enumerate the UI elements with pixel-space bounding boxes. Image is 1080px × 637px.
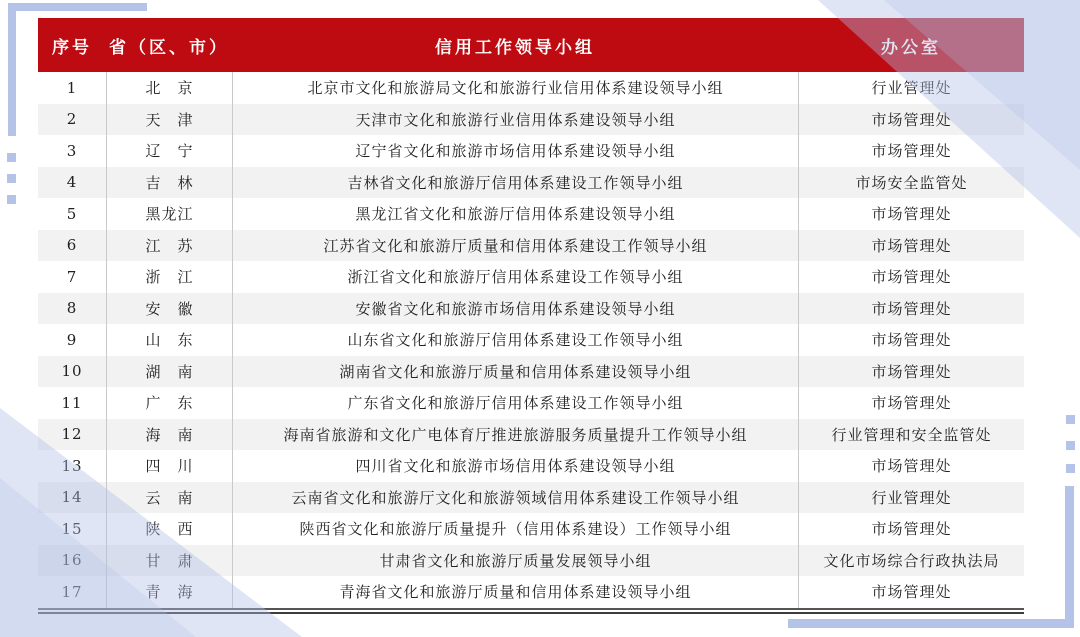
cell-province: 青 海 bbox=[106, 576, 232, 608]
cell-no: 13 bbox=[61, 456, 83, 475]
table-row bbox=[38, 72, 1024, 104]
cell-no: 10 bbox=[61, 362, 83, 381]
cell-province: 吉 林 bbox=[106, 167, 232, 199]
table-row bbox=[38, 104, 1024, 136]
cell-province: 黑龙江 bbox=[106, 198, 232, 230]
table-bottom-border bbox=[38, 608, 1024, 614]
table-row bbox=[38, 419, 1024, 451]
table-row bbox=[38, 513, 1024, 545]
cell-no: 6 bbox=[66, 236, 78, 255]
cell-group: 辽宁省文化和旅游市场信用体系建设领导小组 bbox=[232, 135, 798, 167]
table-row bbox=[38, 450, 1024, 482]
table-row bbox=[38, 261, 1024, 293]
cell-province: 浙 江 bbox=[106, 261, 232, 293]
cell-no: 12 bbox=[61, 425, 83, 444]
table-row bbox=[38, 198, 1024, 230]
table-row bbox=[38, 356, 1024, 388]
cell-province: 湖 南 bbox=[106, 356, 232, 388]
cell-office: 文化市场综合行政执法局 bbox=[798, 545, 1024, 577]
table-row bbox=[38, 293, 1024, 325]
cell-province: 四 川 bbox=[106, 450, 232, 482]
cell-group: 吉林省文化和旅游厅信用体系建设工作领导小组 bbox=[232, 167, 798, 199]
cell-office: 市场管理处 bbox=[798, 576, 1024, 608]
cell-province: 安 徽 bbox=[106, 293, 232, 325]
table-row bbox=[38, 545, 1024, 577]
cell-office: 市场管理处 bbox=[798, 387, 1024, 419]
cell-office: 市场管理处 bbox=[798, 450, 1024, 482]
cell-province: 甘 肃 bbox=[106, 545, 232, 577]
cell-province: 辽 宁 bbox=[106, 135, 232, 167]
cell-province: 陕 西 bbox=[106, 513, 232, 545]
credit-groups-table bbox=[38, 18, 1024, 614]
cell-group: 江苏省文化和旅游厅质量和信用体系建设工作领导小组 bbox=[232, 230, 798, 262]
accent-square-right-1 bbox=[1066, 415, 1075, 424]
table-row bbox=[38, 482, 1024, 514]
cell-group: 海南省旅游和文化广电体育厅推进旅游服务质量提升工作领导小组 bbox=[232, 419, 798, 451]
cell-province: 江 苏 bbox=[106, 230, 232, 262]
cell-no: 9 bbox=[66, 330, 78, 349]
cell-office: 市场管理处 bbox=[798, 230, 1024, 262]
cell-office: 市场管理处 bbox=[798, 104, 1024, 136]
cell-province: 山 东 bbox=[106, 324, 232, 356]
cell-no: 2 bbox=[66, 110, 78, 129]
cell-office: 行业管理和安全监管处 bbox=[798, 419, 1024, 451]
cell-office: 市场管理处 bbox=[798, 135, 1024, 167]
cell-no: 3 bbox=[66, 141, 78, 160]
accent-square-right-3 bbox=[1066, 464, 1075, 473]
cell-no: 16 bbox=[61, 551, 83, 570]
cell-group: 山东省文化和旅游厅信用体系建设工作领导小组 bbox=[232, 324, 798, 356]
accent-square-left-2 bbox=[7, 174, 16, 183]
cell-office: 市场管理处 bbox=[798, 356, 1024, 388]
cell-group: 甘肃省文化和旅游厅质量发展领导小组 bbox=[232, 545, 798, 577]
cell-group: 天津市文化和旅游行业信用体系建设领导小组 bbox=[232, 104, 798, 136]
cell-office: 行业管理处 bbox=[798, 72, 1024, 104]
cell-no: 1 bbox=[66, 78, 78, 97]
table-body bbox=[38, 72, 1024, 608]
cell-office: 市场安全监管处 bbox=[798, 167, 1024, 199]
cell-no: 5 bbox=[66, 204, 78, 223]
cell-group: 青海省文化和旅游厅质量和信用体系建设领导小组 bbox=[232, 576, 798, 608]
cell-group: 陕西省文化和旅游厅质量提升（信用体系建设）工作领导小组 bbox=[232, 513, 798, 545]
table-header-row bbox=[38, 18, 1024, 72]
table-row bbox=[38, 387, 1024, 419]
cell-no: 17 bbox=[61, 582, 83, 601]
cell-no: 15 bbox=[61, 519, 83, 538]
cell-no: 7 bbox=[66, 267, 78, 286]
column-header-office: 办公室 bbox=[881, 37, 941, 58]
cell-no: 8 bbox=[66, 299, 78, 318]
cell-office: 市场管理处 bbox=[798, 293, 1024, 325]
cell-group: 湖南省文化和旅游厅质量和信用体系建设领导小组 bbox=[232, 356, 798, 388]
table-row bbox=[38, 167, 1024, 199]
table-row bbox=[38, 576, 1024, 608]
cell-no: 4 bbox=[66, 173, 78, 192]
cell-group: 黑龙江省文化和旅游厅信用体系建设领导小组 bbox=[232, 198, 798, 230]
cell-group: 浙江省文化和旅游厅信用体系建设工作领导小组 bbox=[232, 261, 798, 293]
cell-province: 海 南 bbox=[106, 419, 232, 451]
cell-province: 天 津 bbox=[106, 104, 232, 136]
column-header-no: 序号 bbox=[52, 37, 92, 58]
cell-no: 14 bbox=[61, 488, 83, 507]
cell-group: 北京市文化和旅游局文化和旅游行业信用体系建设领导小组 bbox=[232, 72, 798, 104]
cell-province: 北 京 bbox=[106, 72, 232, 104]
cell-group: 广东省文化和旅游厅信用体系建设工作领导小组 bbox=[232, 387, 798, 419]
cell-office: 市场管理处 bbox=[798, 324, 1024, 356]
corner-bracket-bottom-right-vertical bbox=[1065, 486, 1074, 627]
cell-group: 云南省文化和旅游厅文化和旅游领域信用体系建设工作领导小组 bbox=[232, 482, 798, 514]
cell-province: 广 东 bbox=[106, 387, 232, 419]
accent-square-left-1 bbox=[7, 153, 16, 162]
accent-square-right-2 bbox=[1066, 441, 1075, 450]
accent-square-left-3 bbox=[7, 195, 16, 204]
cell-office: 市场管理处 bbox=[798, 261, 1024, 293]
corner-bracket-top-left-vertical bbox=[8, 3, 16, 136]
cell-office: 市场管理处 bbox=[798, 513, 1024, 545]
column-header-province: 省（区、市） bbox=[109, 37, 229, 58]
cell-office: 市场管理处 bbox=[798, 198, 1024, 230]
corner-bracket-bottom-right-horizontal bbox=[788, 619, 1074, 628]
table-row bbox=[38, 135, 1024, 167]
column-header-group: 信用工作领导小组 bbox=[435, 37, 595, 58]
table-row bbox=[38, 324, 1024, 356]
cell-province: 云 南 bbox=[106, 482, 232, 514]
cell-no: 11 bbox=[61, 393, 83, 412]
corner-bracket-top-left-horizontal bbox=[8, 3, 147, 11]
cell-group: 安徽省文化和旅游市场信用体系建设领导小组 bbox=[232, 293, 798, 325]
cell-office: 行业管理处 bbox=[798, 482, 1024, 514]
cell-group: 四川省文化和旅游市场信用体系建设领导小组 bbox=[232, 450, 798, 482]
table-row bbox=[38, 230, 1024, 262]
